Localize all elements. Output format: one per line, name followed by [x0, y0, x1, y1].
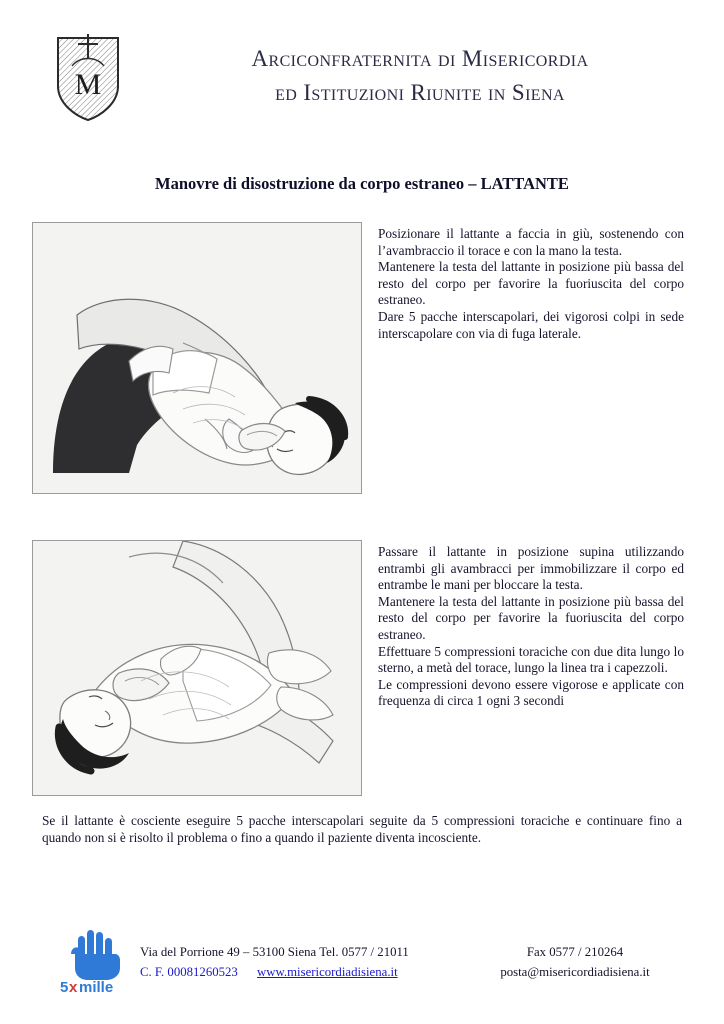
footer-row-2: [140, 962, 680, 982]
paragraph: Effettuare 5 compressioni toraciche con due dita lungo lo sterno, a metà del torace, lungo la linea tra i capezzoli.: [378, 643, 684, 676]
svg-text:mille: mille: [79, 979, 114, 996]
footer-email[interactable]: posta@misericordiadisiena.it: [500, 965, 650, 979]
instruction-section-2: [0, 540, 724, 802]
instruction-text-2: [378, 544, 684, 710]
paragraph: Mantenere la testa del lattante in posizione più bassa del resto del corpo per favorire la fuoriuscita del corpo estraneo.: [378, 259, 684, 308]
svg-text:5: 5: [60, 979, 69, 996]
heraldic-shield-crest-icon: [52, 32, 124, 124]
paragraph: Le compressioni devono essere vigorose e applicate con frequenza di circa 1 ogni 3 secondi: [378, 676, 684, 709]
org-title-line-2: ed Istituzioni Riunite in Siena: [275, 80, 565, 105]
instruction-text-1: [378, 226, 684, 342]
footer-fax: Fax 0577 / 210264: [526, 945, 624, 959]
page-header: [0, 28, 724, 138]
paragraph: Posizionare il lattante a faccia in giù, sostenendo con l’avambraccio il torace e con la mano la testa.: [378, 226, 684, 258]
footer-address: Via del Porrione 49 – 53100 Siena Tel. 0577 / 21011: [140, 945, 409, 959]
5xmille-hand-logo-icon: [56, 926, 136, 996]
page-title: Manovre di disostruzione da corpo estraneo – LATTANTE: [155, 174, 569, 193]
footer-website-link[interactable]: www.misericordiadisiena.it: [257, 965, 398, 979]
footer-contact-block: [140, 942, 680, 982]
page-footer: [0, 926, 724, 1006]
svg-text:x: x: [69, 979, 78, 996]
organization-title: [170, 42, 670, 110]
footer-row-1: [140, 942, 680, 962]
paragraph: Passare il lattante in posizione supina utilizzando entrambi gli avambracci per immobilizzare il corpo ed entrambe le mani per bloccare la testa.: [378, 544, 684, 593]
paragraph: Dare 5 pacche interscapolari, dei vigorosi colpi in sede interscapolare con via di fuga laterale.: [378, 308, 684, 341]
svg-text:M: M: [74, 68, 102, 101]
instruction-section-1: [0, 222, 724, 502]
figure-infant-prone-back-blows: [32, 222, 362, 494]
paragraph: Mantenere la testa del lattante in posizione più bassa del resto del corpo per favorire la fuoriuscita del corpo estraneo.: [378, 593, 684, 642]
closing-note: Se il lattante è cosciente eseguire 5 pacche interscapolari seguite da 5 compressioni toraciche e continuare fino a quando non si è risolto il problema o fino a quando il paziente diventa incosciente.: [42, 813, 682, 845]
org-title-line-1: Arciconfraternita di Misericordia: [251, 46, 589, 71]
footer-fiscal-code: C. F. 00081260523: [140, 965, 238, 979]
figure-infant-supine-chest-thrusts: [32, 540, 362, 796]
